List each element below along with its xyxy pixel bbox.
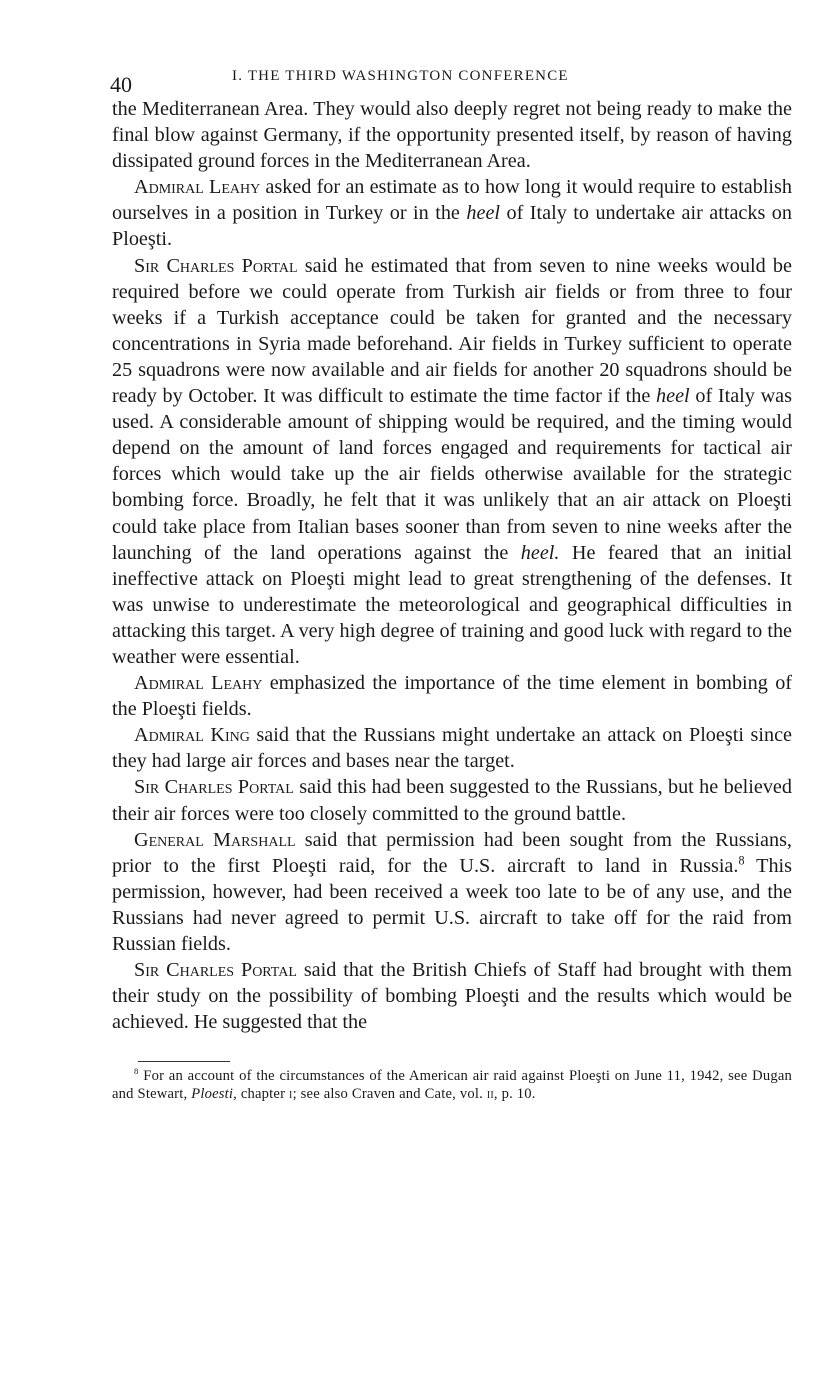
emphasis-text: heel (466, 202, 501, 225)
paragraph-3 (112, 253, 792, 671)
footnote-title: Ploesti, (191, 1085, 237, 1102)
emphasis-text: heel. (520, 541, 560, 564)
document-page (112, 62, 792, 1103)
footnote-text: ; see also Craven and Cate, vol. (292, 1085, 487, 1102)
paragraph-text: the Mediterranean Area. They would also deeply regret not being ready to make the final blow against Germany, if the opportunity presented itself, by reason of having dissipated ground forces in the Mediterranean Area. (112, 98, 792, 173)
footnote-volume-numeral: ii (486, 1085, 494, 1102)
running-title: I. THE THIRD WASHINGTON CONFERENCE (232, 68, 569, 84)
paragraph-text: He feared that an initial ineffective attack on Ploeşti might lead to great strengthening of the defenses. It was unwise to underestimate the meteorological and geographical difficulties in attacking this target. A very high degree of training and good luck with regard to the weather were essential. (112, 541, 792, 668)
paragraph-text: said that the British Chiefs of Staff had brought with them their study on the possibility of bombing Ploeşti and the results which would be achieved. He suggested that the (112, 959, 792, 1034)
paragraph-text: said that the Russians might undertake an attack on Ploeşti since they had large air forces and bases near the target. (112, 724, 792, 773)
paragraph-text: said he estimated that from seven to nine weeks would be required before we could operate from Turkish air fields or from three to four weeks if a Turkish acceptance could be taken for granted and the necessary concentrations in Syria made beforehand. Air fields in Turkey sufficient to operate 25 squadrons were now available and air fields for another 20 squadrons should be ready by October. It was difficult to estimate the time factor if the (112, 254, 792, 408)
running-header (112, 62, 792, 96)
speaker-name: Sir Charles Portal (134, 254, 298, 277)
page-number: 40 (110, 72, 132, 97)
speaker-name: Admiral Leahy (134, 672, 263, 695)
footnote-text: chapter (236, 1085, 290, 1102)
paragraph-7 (112, 827, 792, 957)
body-text (112, 96, 792, 1035)
speaker-name: General Marshall (134, 828, 296, 851)
emphasis-text: heel (656, 385, 690, 408)
footnote-divider (138, 1061, 230, 1062)
footnote (112, 1068, 792, 1103)
speaker-name: Admiral King (134, 724, 250, 747)
paragraph-6 (112, 774, 792, 826)
paragraph-text: said this had been suggested to the Russians, but he believed their air forces were too closely committed to the ground battle. (112, 776, 792, 825)
speaker-name: Sir Charles Portal (134, 959, 297, 982)
footnote-text: , p. 10. (493, 1085, 536, 1102)
paragraph-5 (112, 722, 792, 774)
speaker-name: Sir Charles Portal (134, 776, 294, 799)
footnote-chapter-numeral: i (289, 1085, 293, 1102)
speaker-name: Admiral Leahy (134, 176, 261, 199)
paragraph-text: emphasized the importance of the time element in bombing of the Ploeşti fields. (112, 672, 793, 721)
paragraph-1 (112, 96, 792, 174)
paragraph-4 (112, 670, 792, 722)
footnote-mark: 8 (134, 1066, 139, 1077)
footnote-text: For an account of the circumstances of the American air raid against Ploeşti on June 11, 1942, see Dugan and Stewart, (112, 1068, 792, 1102)
paragraph-text: asked for an estimate as to how long it would require to establish ourselves in a position in Turkey or in the (112, 176, 792, 225)
paragraph-2 (112, 174, 792, 252)
paragraph-8 (112, 957, 792, 1035)
paragraph-text: of Italy to undertake air attacks on Ploeşti. (112, 202, 792, 251)
paragraph-text: This permission, however, had been received a week too late to be of any use, and the Russians had never agreed to permit U.S. aircraft to take off for the raid from Russian fields. (112, 854, 793, 955)
paragraph-text: of Italy was used. A considerable amount of shipping would be required, and the timing would depend on the amount of land forces engaged and requirements for tactical air forces which would take up the air fields otherwise available for the strategic bombing force. Broadly, he felt that it was unlikely that an air attack on Ploeşti could take place from Italian bases sooner than from seven to nine weeks after the launching of the land operations against the (112, 385, 792, 564)
paragraph-text: said that permission had been sought from the Russians, prior to the first Ploeşti raid, for the U.S. aircraft to land in Russia. (112, 828, 792, 877)
footnote-reference[interactable]: 8 (738, 852, 745, 867)
